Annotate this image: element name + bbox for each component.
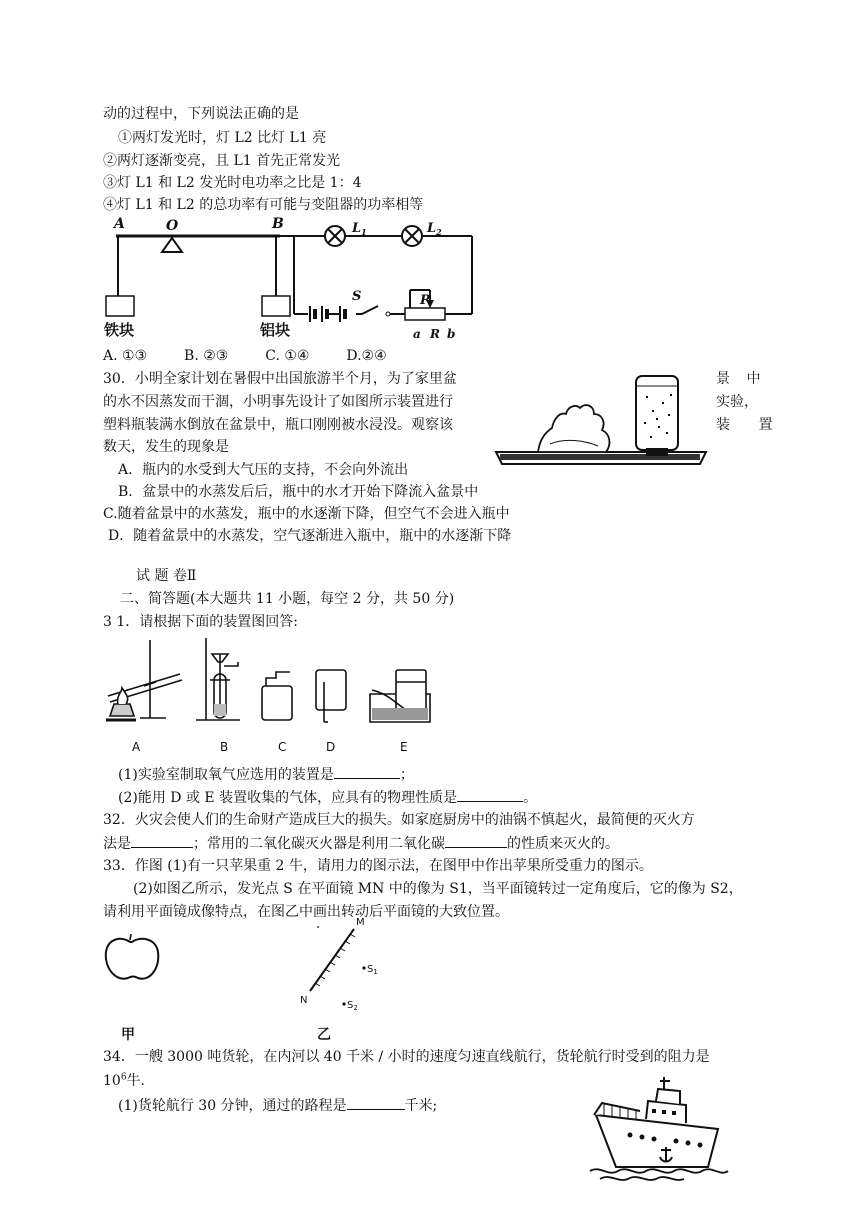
label-L2: $L_2$ [427, 221, 442, 237]
q32-line1: 32．火灾会使人们的生命财产造成巨大的损失。如家庭厨房中的油锅不慎起火，最简便的灭火方 [103, 812, 695, 828]
point-label-s2: $S_2$ [347, 1000, 358, 1012]
plane-mirror-figure [290, 915, 390, 1025]
q30-option-b: B．盆景中的水蒸发后后，瓶中的水才开始下降流入盆景中 [118, 484, 479, 500]
section-title: 试 题 卷Ⅱ [136, 568, 197, 584]
label-aluminum-block: 铝块 [260, 321, 291, 339]
lab-apparatus-figure [100, 634, 440, 726]
label-P: P [420, 293, 430, 308]
q34-answer-blank-1[interactable] [347, 1095, 405, 1110]
q31-answer-blank-1[interactable] [334, 764, 400, 779]
q29-statement-1: ①两灯发光时，灯 L2 比灯 L1 亮 [118, 130, 327, 146]
mirror-label-m: M [356, 917, 365, 928]
q29-option-d: D.②④ [346, 348, 387, 364]
label-S: S [352, 289, 362, 304]
apparatus-label-d: D [326, 740, 336, 754]
q30-line2: 的水不因蒸发而干涸，小明事先设计了如图所示装置进行 [103, 394, 453, 410]
label-O: O [166, 218, 179, 234]
q31-stem: 3 1．请根据下面的装置图回答: [103, 614, 298, 630]
q34-line1: 34．一艘 3000 吨货轮，在内河以 40 千米 / 小时的速度匀速直线航行，货轮航行时受到的阻力是 [103, 1049, 710, 1065]
q33-line1: 33．作图 (1)有一只苹果重 2 牛，请用力的图示法，在图甲中作出苹果所受重力的图示。 [103, 858, 653, 874]
lever-circuit-diagram [100, 214, 500, 344]
label-iron-block: 铁块 [104, 321, 135, 339]
apparatus-label-b: B [220, 740, 229, 754]
q29-option-b: B. ②③ [184, 348, 229, 364]
q34-part1: (1)货轮航行 30 分钟，通过的路程是 千米; [118, 1095, 437, 1116]
bottle-bonsai-figure [494, 372, 708, 468]
figure-label-yi: 乙 [317, 1027, 331, 1043]
q31-part2: (2)能用 D 或 E 装置收集的气体，应具有的物理性质是 。 [118, 787, 537, 808]
q29-intro: 动的过程中，下列说法正确的是 [103, 106, 299, 122]
q31-answer-blank-2[interactable] [457, 787, 523, 802]
q32-line2: 法是 ；常用的二氧化碳灭火器是利用二氧化碳 的性质来灭火的。 [103, 833, 619, 854]
q29-statement-4: ④灯 L1 和 L2 的总功率有可能与变阻器的功率相等 [103, 197, 424, 213]
q29-options [103, 346, 387, 366]
section-subtitle: 二、简答题(本大题共 11 小题，每空 2 分，共 50 分) [120, 591, 455, 607]
q29-statement-2: ②两灯逐渐变亮，且 L1 首先正常发光 [103, 153, 341, 169]
apparatus-label-c: C [278, 740, 287, 754]
q30-option-d: D．随着盆景中的水蒸发，空气逐渐进入瓶中，瓶中的水逐渐下降 [108, 528, 512, 544]
q32-answer-blank-2[interactable] [445, 833, 507, 848]
label-B: B [272, 216, 284, 232]
q30-line1-end: 景 中 [716, 371, 767, 387]
q30-line3-end: 装 置 [716, 417, 785, 433]
figure-label-jia: 甲 [121, 1027, 135, 1043]
label-a: a [413, 327, 421, 341]
label-b: b [447, 327, 456, 341]
q33-line2: (2)如图乙所示，发光点 S 在平面镜 MN 中的像为 S1，当平面镜转过一定角度后，它的像为 S2， [133, 881, 743, 897]
q29-option-c: C. ①④ [265, 348, 310, 364]
apparatus-label-e: E [400, 740, 408, 754]
q30-line1: 30．小明全家计划在暑假中出国旅游半个月，为了家里盆 [103, 371, 457, 387]
q30-option-c: C.随着盆景中的水蒸发，瓶中的水逐渐下降，但空气不会进入瓶中 [103, 506, 510, 522]
q33-line3: 请利用平面镜成像特点，在图乙中画出转动后平面镜的大致位置。 [103, 904, 509, 920]
q30-line3: 塑料瓶装满水倒放在盆景中，瓶口刚刚被水浸没。观察该 [103, 417, 453, 433]
label-R: R [430, 327, 440, 341]
cargo-ship-figure [590, 1075, 728, 1183]
q30-line2-end: 实验， [716, 394, 758, 410]
apple-figure [100, 930, 170, 990]
q29-option-a: A. ①③ [103, 348, 148, 364]
q32-answer-blank-1[interactable] [131, 833, 193, 848]
q31-part1: (1)实验室制取氧气应选用的装置是 ； [118, 764, 414, 785]
mirror-label-n: N [300, 995, 308, 1006]
q30-option-a: A．瓶内的水受到大气压的支持，不会向外流出 [118, 462, 409, 478]
label-L1: $L_1$ [352, 221, 367, 237]
point-label-s1: $S_1$ [367, 964, 378, 976]
q30-line4: 数天，发生的现象是 [103, 439, 229, 455]
q34-line2: $10^6$牛. [103, 1072, 146, 1089]
q29-statement-3: ③灯 L1 和 L2 发光时电功率之比是 1：4 [103, 175, 362, 191]
label-A: A [114, 216, 125, 232]
apparatus-label-a: A [132, 740, 141, 754]
